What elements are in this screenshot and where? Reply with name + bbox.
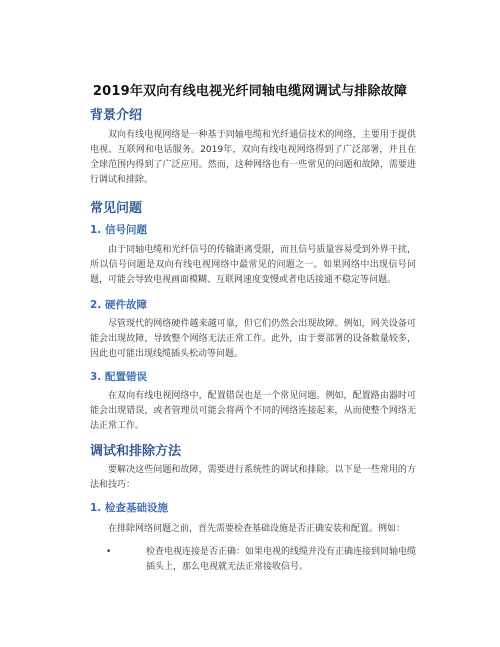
section-heading-problems: 常见问题 [90, 201, 143, 216]
bullet-icon: • [106, 547, 112, 557]
section-heading-background: 背景介绍 [90, 108, 143, 123]
list-item-text: 检查电视连接是否正确：如果电视的线缆并没有正确连接到同轴电缆插头上，那么电视就无法正常接收信号。 [146, 547, 417, 572]
hardware-paragraph: 尽管现代的网络硬件越来越可靠，但它们仍然会出现故障。例如，网关设备可能会出现故障，导致整个网络无法正常工作。此外，由于要部署的设备数量较多，因此也可能出现线缆插头松动等问题。 [90, 319, 416, 359]
subheading-basic-infrastructure: 1. 检查基础设施 [90, 502, 168, 514]
subheading-hardware: 2. 硬件故障 [90, 299, 147, 311]
list-item [108, 545, 418, 575]
subheading-signal: 1. 信号问题 [90, 224, 147, 236]
subheading-config: 3. 配置错误 [90, 371, 147, 383]
methods-paragraph: 要解决这些问题和故障，需要进行系统性的调试和排除。以下是一些常用的方法和技巧： [90, 465, 416, 490]
config-paragraph: 在双向有线电视网络中，配置错误也是一个常见问题。例如，配置路由器时可能会出现错误，或者管理员可能会将两个不同的网络连接起来，从而使整个网络无法正常工作。 [90, 391, 416, 431]
section-heading-methods: 调试和排除方法 [90, 444, 182, 459]
basic-infrastructure-paragraph: 在排除网络问题之前，首先需要检查基础设施是否正确安装和配置。例如： [108, 524, 406, 534]
background-paragraph: 双向有线电视网络是一种基于同轴电缆和光纤通信技术的网络，主要用于提供电视、互联网和电话服务。2019年，双向有线电视网络得到了广泛部署，并且在全球范围内得到了广泛应用。然而，这种网络也有一些常见的问题和故障，需要进行调试和排除。 [90, 130, 416, 185]
signal-paragraph: 由于同轴电缆和光纤信号的传输距离受限，而且信号质量容易受到外界干扰，所以信号问题是双向有线电视网络中最常见的问题之一。如果网络中出现信号问题，可能会导致电视画面模糊、互联网速度变慢或者电话接通不稳定等问题。 [90, 245, 416, 285]
document-title: 2019年双向有线电视光纤同轴电缆网调试与排除故障 [92, 84, 408, 99]
